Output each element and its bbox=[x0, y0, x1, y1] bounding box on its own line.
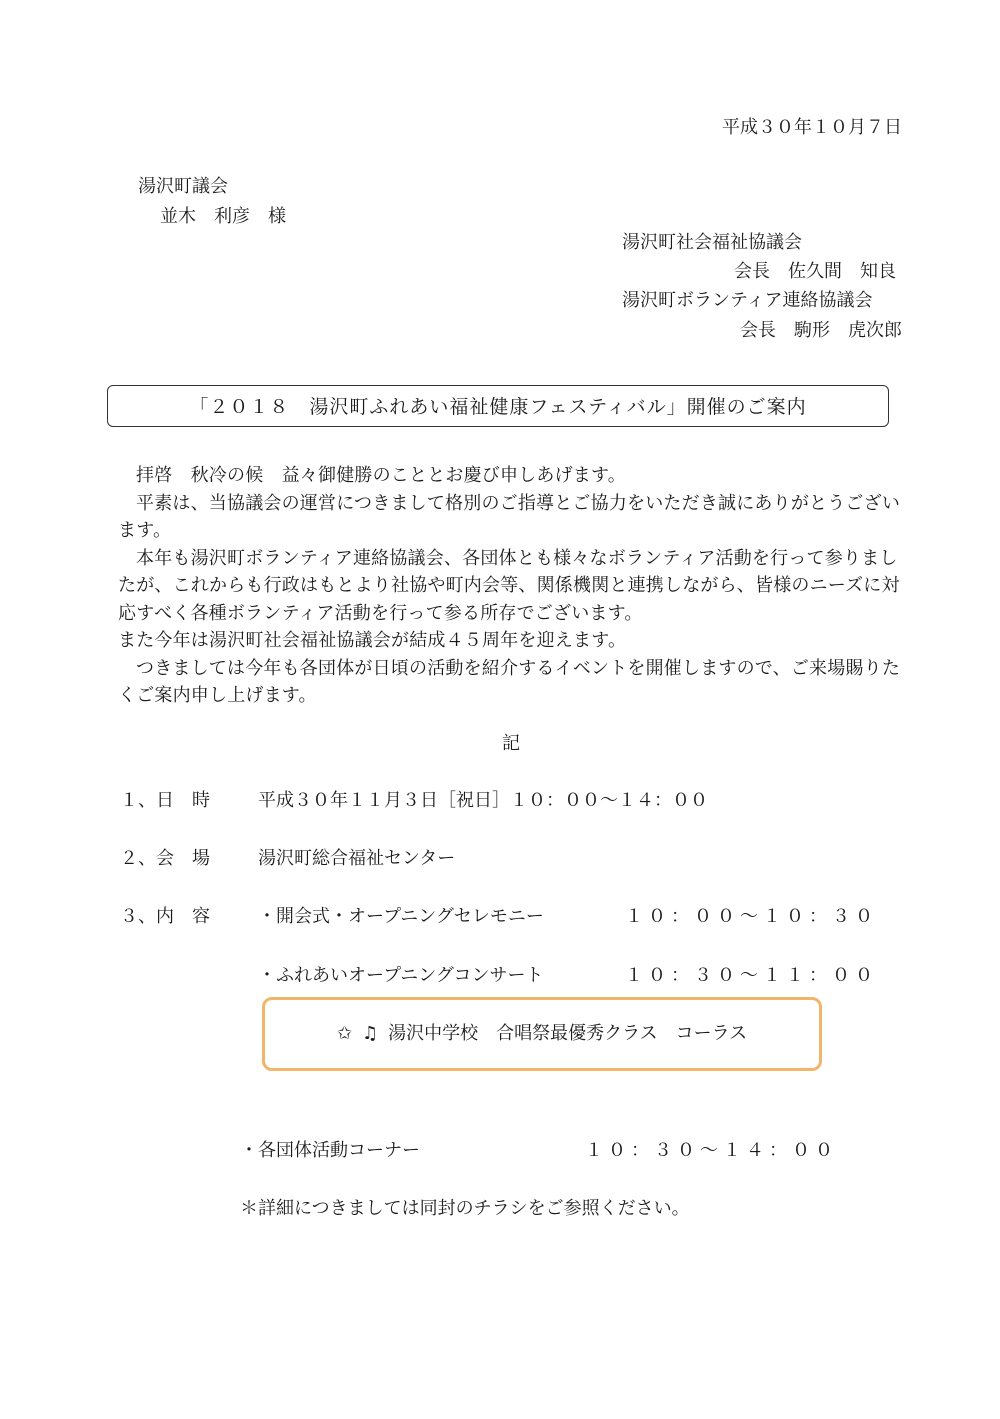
recipient-org: 湯沢町議会 bbox=[138, 176, 228, 197]
greeting: 拝啓 秋冷の候 益々御健勝のこととお慶び申しあげます。 bbox=[136, 465, 626, 486]
letter-body bbox=[118, 462, 908, 710]
document-date: 平成３０年１０月７日 bbox=[722, 117, 902, 138]
document-title: 「２０１８ 湯沢町ふれあい福祉健康フェスティバル」開催のご案内 bbox=[189, 396, 807, 418]
highlight-callout bbox=[262, 997, 822, 1071]
item-venue-label: ２、会 場 bbox=[120, 848, 210, 869]
sender-1-person: 会長 佐久間 知良 bbox=[734, 261, 896, 282]
item-datetime-value: 平成３０年１１月３日［祝日］１０：００〜１４：００ bbox=[258, 790, 708, 811]
body-paragraph-2: 本年も湯沢町ボランティア連絡協議会、各団体とも様々なボランティア活動を行って参りましたが、これからも行政はもとより社協や町内会等、関係機関と連携しながら、皆様のニーズに対応すべく各種ボランティア活動を行って参る所存でございます。 bbox=[118, 547, 900, 624]
event-corner-name: ・各団体活動コーナー bbox=[240, 1140, 420, 1161]
star-icon: ✩ bbox=[336, 1023, 353, 1044]
music-note-icon: ♫ bbox=[362, 1023, 379, 1044]
highlight-text: 湯沢中学校 合唱祭最優秀クラス コーラス bbox=[388, 1023, 748, 1044]
event-concert-name: ・ふれあいオープニングコンサート bbox=[258, 965, 544, 986]
event-opening-time: １０：００〜１０：３０ bbox=[625, 906, 878, 927]
event-concert-time: １０：３０〜１１：００ bbox=[625, 965, 878, 986]
recipient-name: 並木 利彦 様 bbox=[160, 206, 286, 227]
footnote: ＊詳細につきましては同封のチラシをご参照ください。 bbox=[240, 1198, 690, 1219]
event-opening-name: ・開会式・オープニングセレモニー bbox=[258, 906, 544, 927]
event-corner-time: １０：３０〜１４：００ bbox=[585, 1140, 838, 1161]
sender-2-person: 会長 駒形 虎次郎 bbox=[740, 320, 902, 341]
body-paragraph-3: また今年は湯沢町社会福祉協議会が結成４５周年を迎えます。 bbox=[118, 630, 627, 651]
body-paragraph-1: 平素は、当協議会の運営につきまして格別のご指導とご協力をいただき誠にありがとうございます。 bbox=[118, 492, 901, 541]
item-content-label: ３、内 容 bbox=[120, 906, 210, 927]
sender-1-org: 湯沢町社会福祉協議会 bbox=[622, 232, 802, 253]
sender-2-org: 湯沢町ボランティア連絡協議会 bbox=[622, 290, 873, 311]
highlight-content bbox=[265, 1023, 819, 1045]
ki-heading: 記 bbox=[502, 733, 520, 754]
item-datetime-label: １、日 時 bbox=[120, 790, 210, 811]
body-paragraph-4: つきましては今年も各団体が日頃の活動を紹介するイベントを開催しますので、ご来場賜りたくご案内申し上げます。 bbox=[118, 657, 901, 706]
item-venue-value: 湯沢町総合福祉センター bbox=[258, 848, 456, 869]
title-box bbox=[107, 385, 889, 427]
